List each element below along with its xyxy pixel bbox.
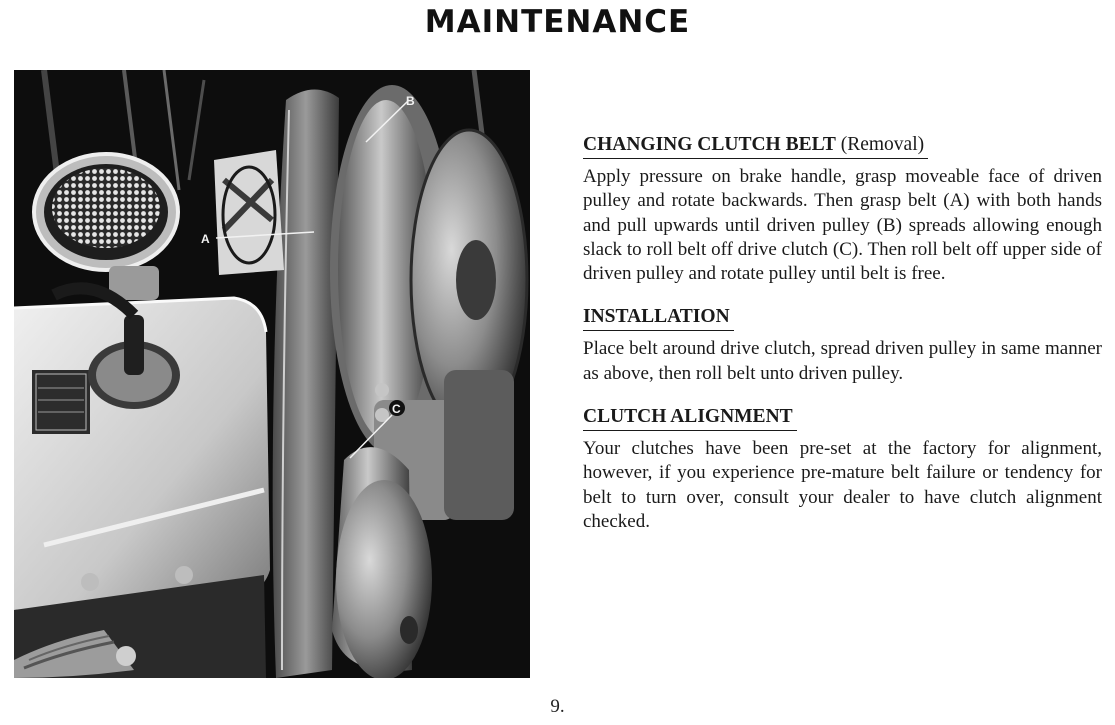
small-pulley — [214, 150, 284, 275]
section-heading-suffix: (Removal) — [840, 134, 925, 155]
section-heading-title: CHANGING CLUTCH BELT — [583, 134, 836, 155]
callout-label-b: B — [406, 94, 415, 108]
page-number: 9. — [550, 696, 565, 717]
section-changing-clutch-belt — [583, 132, 1102, 286]
instructions-column — [583, 132, 1102, 552]
callout-label-a: A — [201, 232, 210, 246]
section-installation — [583, 304, 1102, 386]
section-heading-title: INSTALLATION — [583, 306, 730, 328]
drive-belt — [273, 89, 339, 678]
section-heading — [583, 404, 797, 431]
section-clutch-alignment — [583, 404, 1102, 534]
callout-label-c: C — [392, 402, 401, 416]
section-heading — [583, 132, 928, 159]
section-body: Place belt around drive clutch, spread driven pulley in same manner as above, then roll belt unto driven pulley. — [583, 338, 1102, 384]
page-title: MAINTENANCE — [424, 4, 691, 40]
engine-clutch-photo — [14, 70, 530, 678]
section-heading — [583, 304, 734, 331]
section-body: Your clutches have been pre-set at the factory for alignment, however, if you experience pre-mature belt failure or tendency for belt to turn over, consult your dealer to have clutch alignment checked. — [583, 438, 1102, 532]
section-heading-title: CLUTCH ALIGNMENT — [583, 406, 793, 428]
section-body: Apply pressure on brake handle, grasp moveable face of driven pulley and rotate backwards. Then grasp belt (A) with both hands and pull upwards until driven pulley (B) spreads allowing enough slack to roll belt off drive clutch (C). Then roll belt off upper side of driven pulley and rotate pulley until belt is free. — [583, 166, 1102, 285]
